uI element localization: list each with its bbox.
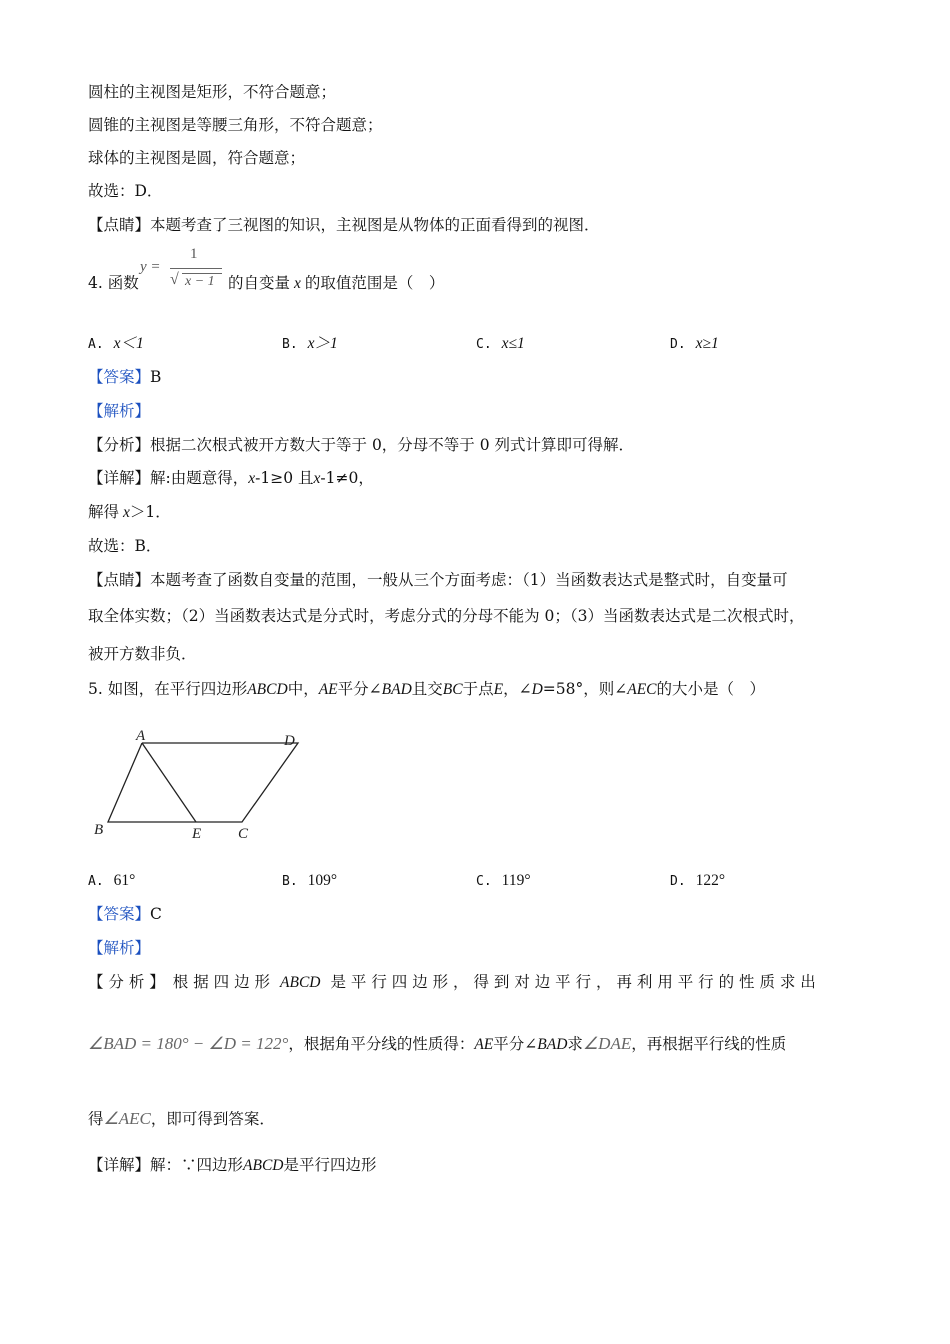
option-c[interactable] [476,332,525,356]
label-b: B [94,822,104,838]
formula-numerator: 1 [190,246,198,262]
section-tag: 【详解】 [88,469,151,487]
parallelogram-outline [108,743,298,822]
text-span: 本题考查了函数自变量的范围，一般从三个方面考虑：（1）当函数表达式是整式时，自变量可 [150,571,788,589]
formula-fraction [140,246,226,296]
text-span: 是平行四边形 [283,1156,377,1174]
math-term: ABCD [280,974,321,991]
answer-value: C [150,905,162,923]
section-tag: 【详解】 [88,1156,151,1174]
text-span: 的大小是（ ） [656,680,766,698]
label-c: C [238,826,249,842]
math-term: AEC [627,681,657,698]
text-span: 根 据 四 边 形 [172,973,271,991]
text-span: 本题考查了三视图的知识，主视图是从物体的正面看得到的视图． [150,216,600,234]
question-4-stem-cont [228,272,444,295]
text-span: ，即可得到答案． [150,1110,275,1128]
option-value: x＜1 [113,335,144,352]
answer-value: B [150,368,162,386]
xiangjie-line [88,467,374,490]
choose-line: 故选：B． [88,537,162,555]
math-term: BAD [381,681,412,698]
option-value: x≥1 [695,335,719,352]
answer-line [88,903,162,925]
parallelogram-figure [88,726,308,844]
text-span: 的取值范围是（ ） [304,274,445,292]
text-span: -1≥0 且 [255,469,314,487]
fenxi-line [88,1033,786,1056]
option-b[interactable] [282,332,338,356]
option-label: C. [476,337,492,352]
section-tag: 【点睛】 [88,216,151,234]
math-term: BAD [537,1036,568,1053]
text-line: 球体的主视图是圆，符合题意； [88,149,306,167]
text-line [88,214,600,236]
option-value: x＞1 [307,335,338,352]
option-value: 109° [307,872,338,889]
var-x: x [248,470,256,487]
text-span: 中， [287,680,319,698]
text-span: ，根据角平分线的性质得： [288,1035,475,1053]
answer-tag: 【答案】 [88,368,151,386]
text-span: 5. 如图，在平行四边形 [88,680,248,698]
text-span: 平分∠ [493,1035,538,1053]
xiangjie-line [88,1154,377,1177]
formula-denominator: x − 1 [185,274,215,289]
label-e: E [192,826,202,842]
math-term: AE [318,681,338,698]
math-term: ABCD [247,681,288,698]
dianjing-line: 被开方数非负． [88,645,197,663]
answer-line [88,366,161,388]
fraction-bar [170,268,222,269]
var-x: x [123,504,130,521]
option-a[interactable] [88,332,144,356]
text-span: =58°，则∠ [542,680,628,698]
option-b[interactable] [282,869,337,893]
text-span: 的自变量 [228,274,291,292]
text-span: ＞1． [129,503,171,521]
analysis-tag: 【解析】 [88,939,151,957]
answer-tag: 【答案】 [88,905,151,923]
section-tag: 【点睛】 [88,571,151,589]
math-term: E [493,681,504,698]
option-c[interactable] [476,869,531,893]
text-span: ，∠ [503,680,532,698]
text-span: 于点 [462,680,494,698]
option-label: D. [670,874,686,889]
option-value: 122° [695,872,726,889]
analysis-line [88,937,150,959]
math-expression: ∠DAE [582,1034,632,1053]
var-x: x [294,275,301,292]
text-span: 求 [567,1035,583,1053]
option-a[interactable] [88,869,135,893]
text-span: 平分∠ [337,680,382,698]
math-term: AE [474,1036,494,1053]
option-label: B. [282,337,298,352]
option-label: D. [670,337,686,352]
analysis-tag: 【解析】 [88,402,151,420]
question-number: 4. 函数 [88,274,139,292]
option-label: A. [88,874,104,889]
option-value: 119° [501,872,531,889]
fenxi-line [88,971,816,994]
segment-ae [142,743,196,822]
option-label: B. [282,874,298,889]
option-label: A. [88,337,104,352]
option-value: 61° [113,872,136,889]
option-value: x≤1 [501,335,525,352]
math-expression: ∠AEC [103,1109,151,1128]
text-span: -1≠0， [320,469,374,487]
math-term: BC [442,681,463,698]
formula-lhs: y = [140,259,161,275]
question-5-stem [88,678,765,701]
text-span: 是 平 行 四 边 形 ， 得 到 对 边 平 行 ， 再 利 用 平 行 的 性 质 求 出 [330,973,816,991]
text-span: 解得 [88,503,120,521]
label-d: D [284,733,295,749]
dianjing-line [88,569,788,591]
text-line: 圆柱的主视图是矩形，不符合题意； [88,83,337,101]
question-4-stem [88,272,139,294]
text-span: 解:由题意得， [150,469,249,487]
text-span: 解：∵四边形 [150,1156,244,1174]
dianjing-line: 取全体实数；（2）当函数表达式是分式时，考虑分式的分母不能为 0；（3）当函数表达式是二次根式时， [88,607,805,625]
label-a: A [136,728,146,744]
text-line: 故选：D． [88,182,163,200]
math-expression: ∠BAD = 180° − ∠D = 122° [88,1034,289,1053]
text-span: 根据二次根式被开方数大于等于 0，分母不等于 0 列式计算即可得解． [150,436,635,454]
text-span: 且交 [411,680,443,698]
var-x: x [313,470,321,487]
option-d[interactable] [670,869,725,893]
analysis-line [88,400,150,422]
math-term: ABCD [243,1157,284,1174]
section-tag: 【 分 析 】 [88,973,165,991]
text-line: 圆锥的主视图是等腰三角形，不符合题意； [88,116,383,134]
option-label: C. [476,874,492,889]
sqrt-icon: √ [170,271,179,288]
text-span: ，再根据平行线的性质 [631,1035,787,1053]
fenxi-line [88,434,634,456]
solve-line [88,501,171,524]
option-d[interactable] [670,332,719,356]
text-span: 得 [88,1110,104,1128]
fenxi-line [88,1108,275,1130]
math-term: D [531,681,543,698]
section-tag: 【分析】 [88,436,151,454]
